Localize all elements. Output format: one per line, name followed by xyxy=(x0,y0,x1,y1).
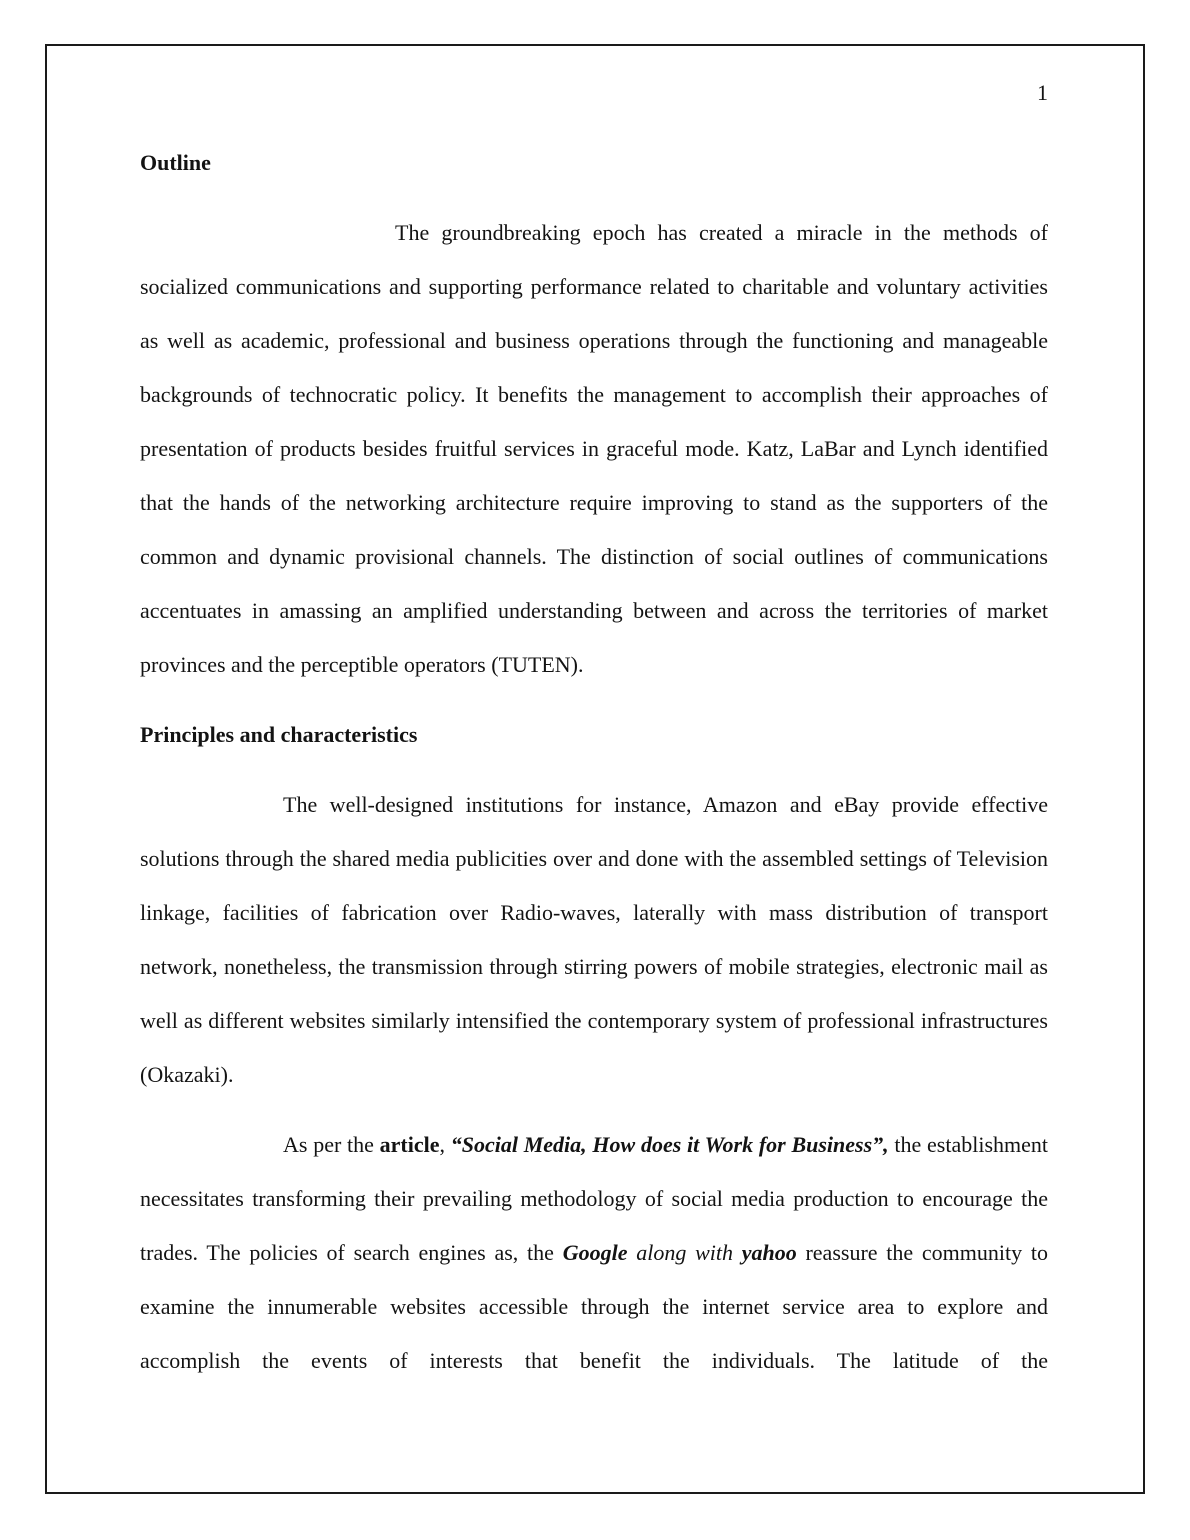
paragraph-article-text xyxy=(733,1240,742,1265)
paragraph-article-yahoo: yahoo xyxy=(741,1240,797,1265)
paragraph-article-text: reassure the community to examine the innumerable websites accessible through the internet service area to explore and accomplish the events of interests that benefit the individuals. The latitude of the xyxy=(140,1240,1048,1373)
paragraph-principles: The well-designed institutions for instance, Amazon and eBay provide effective solutions through the shared media publicities over and done with the assembled settings of Television linkage, facilities of fabrication over Radio-waves, laterally with mass distribution of transport network, nonetheless, the transmission through stirring powers of mobile strategies, electronic mail as well as different websites similarly intensified the contemporary system of professional infrastructures (Okazaki). xyxy=(140,792,1048,1087)
paragraph-article-text: As per the xyxy=(283,1132,380,1157)
page-number: 1 xyxy=(1037,80,1048,105)
paragraph-article-google: Google xyxy=(562,1240,628,1265)
paragraph-article-text xyxy=(627,1240,636,1265)
paragraph-article-title-quote: “Social Media, How does it Work for Business”, xyxy=(450,1132,889,1157)
paragraph-article-text: the establishment necessitates transforming their prevailing methodology of social media production to encourage the trades. The policies of search engines as, the xyxy=(140,1132,1049,1265)
paragraph-article-text: , xyxy=(439,1132,451,1157)
paragraph-article-along-with: along with xyxy=(636,1240,733,1265)
paragraph-article-bold-article: article xyxy=(379,1132,440,1157)
heading-principles-and-characteristics: Principles and characteristics xyxy=(140,722,418,747)
paragraph-introduction: The groundbreaking epoch has created a miracle in the methods of socialized communications and supporting performance related to charitable and voluntary activities as well as academic, professional and business operations through the functioning and manageable backgrounds of technocratic policy. It benefits the management to accomplish their approaches of presentation of products besides fruitful services in graceful mode. Katz, LaBar and Lynch identified that the hands of the networking architecture require improving to stand as the supporters of the common and dynamic provisional channels. The distinction of social outlines of communications accentuates in amassing an amplified understanding between and across the territories of market provinces and the perceptible operators (TUTEN). xyxy=(140,220,1048,677)
page-content xyxy=(140,66,1048,1388)
paragraph-article xyxy=(140,1118,1048,1388)
heading-outline: Outline xyxy=(140,150,211,175)
